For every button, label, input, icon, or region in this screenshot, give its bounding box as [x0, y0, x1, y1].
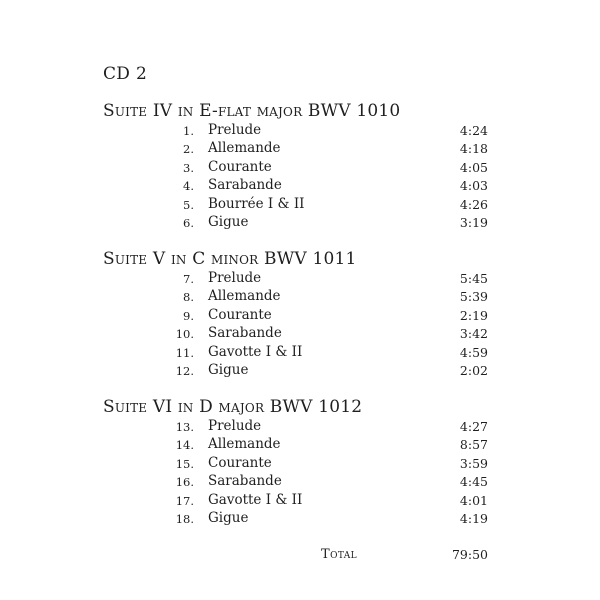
- track-name: Gigue: [208, 510, 249, 526]
- track-row: [0, 214, 600, 232]
- track-number: 9.: [183, 308, 194, 323]
- track-duration: 2:19: [459, 307, 488, 323]
- track-duration: 4:05: [459, 159, 488, 175]
- track-row: [0, 159, 600, 177]
- suite-title: Suite VI in D major BWV 1012: [103, 397, 363, 417]
- track-row: [0, 455, 600, 473]
- track-row: [0, 362, 600, 380]
- track-duration: 4:01: [459, 492, 488, 508]
- track-name: Allemande: [208, 436, 281, 453]
- track-name: Gavotte I & II: [208, 343, 303, 360]
- suite-title: Suite V in C minor BWV 1011: [103, 249, 357, 269]
- track-duration: 4:59: [459, 344, 488, 360]
- track-row: [0, 418, 600, 436]
- track-duration: 4:24: [459, 123, 488, 138]
- track-number: 2.: [183, 142, 194, 157]
- track-row: [0, 436, 600, 454]
- track-row: [0, 177, 600, 195]
- track-number: 18.: [175, 512, 194, 526]
- track-name: Gigue: [208, 362, 249, 378]
- track-duration: 4:27: [459, 419, 488, 434]
- track-duration: 4:18: [459, 141, 488, 157]
- cd-title: CD 2: [103, 64, 148, 84]
- track-duration: 4:26: [459, 196, 488, 212]
- track-number: 17.: [175, 493, 194, 508]
- track-name: Courante: [208, 158, 272, 175]
- track-number: 5.: [183, 197, 194, 212]
- suite-title: Suite IV in E-flat major BWV 1010: [103, 101, 401, 121]
- track-duration: 2:02: [459, 363, 488, 378]
- track-number: 7.: [183, 272, 194, 286]
- track-name: Allemande: [208, 288, 281, 305]
- track-duration: 5:39: [459, 289, 488, 305]
- track-duration: 4:19: [459, 511, 488, 526]
- track-number: 11.: [175, 345, 194, 360]
- track-name: Sarabande: [208, 473, 282, 490]
- track-row: [0, 492, 600, 510]
- track-number: 13.: [175, 420, 194, 434]
- track-number: 16.: [175, 475, 194, 490]
- track-duration: 3:19: [459, 215, 488, 230]
- track-duration: 4:45: [459, 474, 488, 490]
- track-number: 12.: [175, 364, 194, 378]
- track-row: [0, 344, 600, 362]
- track-row: [0, 307, 600, 325]
- total-label: Total: [321, 547, 358, 562]
- track-row: [0, 510, 600, 528]
- track-number: 4.: [183, 179, 194, 194]
- track-duration: 3:42: [459, 326, 488, 342]
- track-number: 14.: [175, 438, 194, 453]
- track-duration: 8:57: [459, 437, 488, 453]
- track-number: 6.: [183, 216, 194, 230]
- track-number: 3.: [183, 160, 194, 175]
- track-row: [0, 196, 600, 214]
- track-row: [0, 270, 600, 288]
- track-name: Prelude: [208, 418, 262, 434]
- track-name: Prelude: [208, 270, 262, 286]
- track-row: [0, 122, 600, 140]
- track-name: Gavotte I & II: [208, 491, 303, 508]
- track-name: Courante: [208, 306, 272, 323]
- track-number: 10.: [175, 327, 194, 342]
- track-name: Allemande: [208, 140, 281, 157]
- track-row: [0, 140, 600, 158]
- track-number: 1.: [183, 124, 194, 138]
- track-number: 15.: [175, 456, 194, 471]
- track-row: [0, 288, 600, 306]
- track-row: [0, 473, 600, 491]
- track-name: Gigue: [208, 214, 249, 230]
- track-row: [0, 325, 600, 343]
- track-duration: 3:59: [459, 455, 488, 471]
- total-duration: 79:50: [451, 547, 488, 562]
- track-number: 8.: [183, 290, 194, 305]
- track-name: Sarabande: [208, 177, 282, 194]
- track-name: Bourrée I & II: [208, 195, 305, 212]
- track-name: Courante: [208, 454, 272, 471]
- track-duration: 4:03: [459, 178, 488, 194]
- track-duration: 5:45: [459, 271, 488, 286]
- track-name: Sarabande: [208, 325, 282, 342]
- track-name: Prelude: [208, 122, 262, 138]
